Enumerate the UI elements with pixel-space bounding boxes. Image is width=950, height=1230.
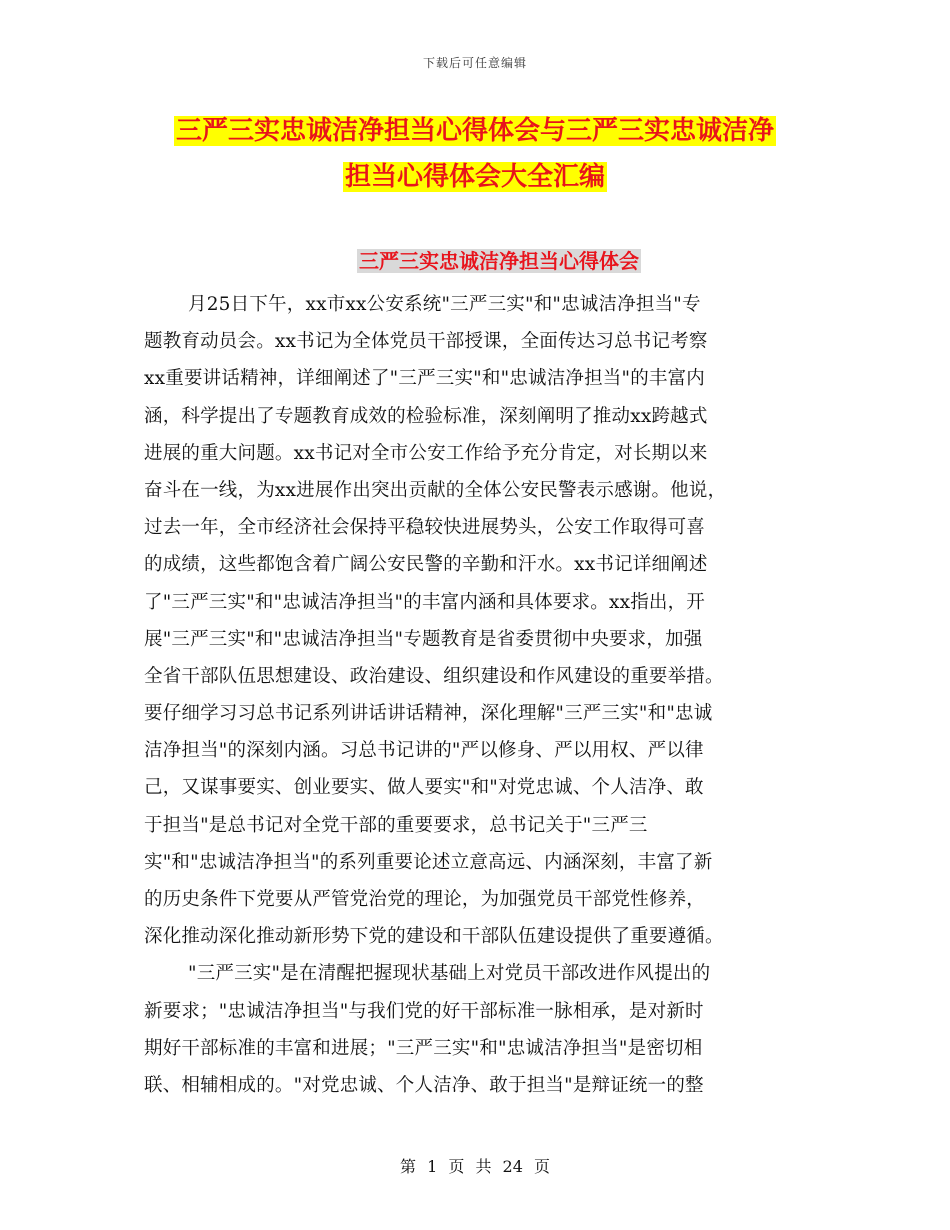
paragraph-line: 己，又谋事要实、创业要实、做人要实"和"对党忠诚、个人洁净、敢 bbox=[144, 777, 704, 799]
paragraph-line: 实"和"忠诚洁净担当"的系列重要论述立意高远、内涵深刻，丰富了新 bbox=[144, 851, 713, 873]
paragraph-line: 深化推动深化推动新形势下党的建设和干部队伍建设提供了重要遵循。 bbox=[144, 926, 724, 948]
paragraph-line: 奋斗在一线，为xx进展作出突出贡献的全体公安民警表示感谢。他说， bbox=[144, 479, 727, 501]
section-title bbox=[0, 246, 950, 276]
section-title-text: 三严三实忠诚洁净担当心得体会 bbox=[359, 249, 639, 273]
header-note: 下载后可任意编辑 bbox=[422, 56, 527, 70]
paragraph-line: 要仔细学习习总书记系列讲话讲话精神，深化理解"三严三实"和"忠诚 bbox=[144, 703, 713, 725]
title-highlight-2: 担当心得体会大全汇编 bbox=[344, 162, 605, 192]
paragraph-line: 于担当"是总书记对全党干部的重要要求，总书记关于"三严三 bbox=[144, 814, 648, 836]
document-title-line-2 bbox=[0, 160, 950, 194]
paragraph-line: 联、相辅相成的。"对党忠诚、个人洁净、敢于担当"是辩证统一的整 bbox=[144, 1074, 704, 1096]
paragraph-line: 涵，科学提出了专题教育成效的检验标准，深刻阐明了推动xx跨越式 bbox=[144, 405, 708, 427]
paragraph-line: 期好干部标准的丰富和进展；"三严三实"和"忠诚洁净担当"是密切相 bbox=[144, 1037, 703, 1059]
paragraph-line: 洁净担当"的深刻内涵。习总书记讲的"严以修身、严以用权、严以律 bbox=[144, 740, 704, 762]
paragraph-line: 了"三严三实"和"忠诚洁净担当"的丰富内涵和具体要求。xx指出，开 bbox=[144, 591, 706, 613]
paragraph-line: 新要求；"忠诚洁净担当"与我们党的好干部标准一脉相承，是对新时 bbox=[144, 1000, 704, 1022]
title-highlight-1: 三严三实忠诚洁净担当心得体会与三严三实忠诚洁净 bbox=[175, 116, 774, 146]
paragraph-line: 的成绩，这些都饱含着广阔公安民警的辛勤和汗水。xx书记详细阐述 bbox=[144, 554, 708, 576]
paragraph-line: "三严三实"是在清醒把握现状基础上对党员干部改进作风提出的 bbox=[188, 963, 711, 985]
paragraph-line: 过去一年，全市经济社会保持平稳较快进展势头，公安工作取得可喜 bbox=[144, 517, 706, 539]
paragraph-line: 题教育动员会。xx书记为全体党员干部授课，全面传达习总书记考察 bbox=[144, 331, 708, 353]
paragraph-line: 全省干部队伍思想建设、政治建设、组织建设和作风建设的重要举措。 bbox=[144, 665, 724, 687]
body-text bbox=[144, 286, 812, 1104]
paragraph-line: xx重要讲话精神，详细阐述了"三严三实"和"忠诚洁净担当"的丰富内 bbox=[144, 368, 706, 390]
paragraph-line: 展"三严三实"和"忠诚洁净担当"专题教育是省委贯彻中央要求，加强 bbox=[144, 628, 703, 650]
page-footer: 第 1 页 共 24 页 bbox=[400, 1157, 550, 1176]
paragraph-line: 的历史条件下党要从严管党治党的理论，为加强党员干部党性修养， bbox=[144, 889, 706, 910]
document-title-line-1 bbox=[0, 114, 950, 148]
paragraph-line: 进展的重大问题。xx书记对全市公安工作给予充分肯定，对长期以来 bbox=[144, 442, 708, 464]
paragraph-line: 月25日下午，xx市xx公安系统"三严三实"和"忠诚洁净担当"专 bbox=[188, 294, 701, 315]
